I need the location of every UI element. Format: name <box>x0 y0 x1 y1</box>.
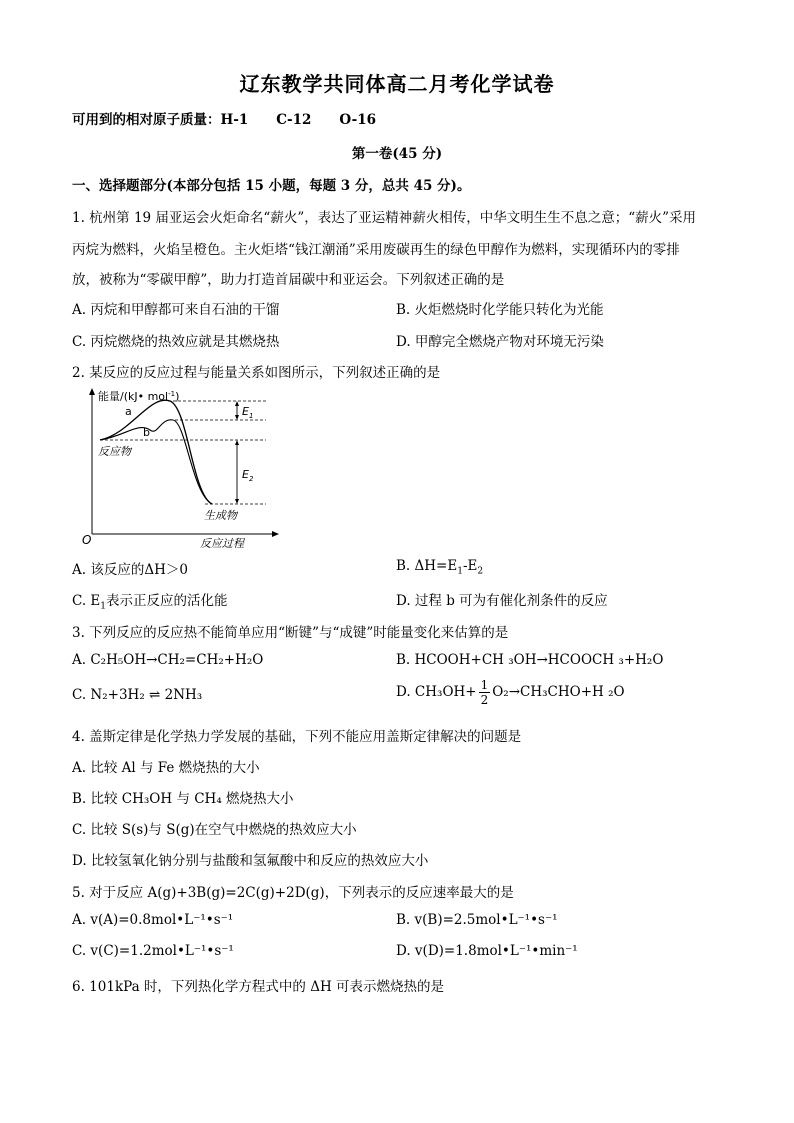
q2-option-c-sub: 1 <box>100 601 107 612</box>
q1-stem-line1: 1. 杭州第 19 届亚运会火炬命名“薪火”，表达了亚运精神薪火相传，中华文明生生不息之意；“薪火”采用 <box>72 210 697 226</box>
product-label: 生成物 <box>204 509 237 522</box>
q2-option-b-text: B. ΔH=E <box>396 558 458 574</box>
mass-o: O-16 <box>339 112 377 128</box>
q1-option-c: C. 丙烷燃烧的热效应就是其燃烧热 <box>72 334 280 350</box>
q3-option-d-post: O₂→CH₃CHO+H ₂O <box>492 684 625 700</box>
volume-title: 第一卷(45 分) <box>351 146 443 162</box>
x-axis-label: 反应过程 <box>200 537 244 550</box>
q5-option-c: C. v(C)=1.2mol•L⁻¹•s⁻¹ <box>72 943 234 959</box>
q5-stem: 5. 对于反应 A(g)+3B(g)=2C(g)+2D(g)，下列表示的反应速率最大的是 <box>72 885 514 901</box>
e2-label: $E_2$ <box>242 468 254 483</box>
q4-option-c: C. 比较 S(s)与 S(g)在空气中燃烧的热效应大小 <box>72 822 357 838</box>
q2-option-b-sub2: 2 <box>477 566 484 577</box>
q3-option-c: C. N₂+3H₂ ⇌ 2NH₃ <box>72 687 203 703</box>
q2-option-c <box>72 589 228 612</box>
q1-stem-line2: 丙烷为燃料，火焰呈橙色。主火炬塔“钱江潮涌”采用废碳再生的绿色甲醇作为燃料，实现循环内的零排 <box>72 242 680 258</box>
q3-option-d-fraction <box>479 678 491 707</box>
q1-option-d: D. 甲醇完全燃烧产物对环境无污染 <box>396 334 604 350</box>
q2-option-b <box>396 558 483 577</box>
q1-stem-line3: 放，被称为“零碳甲醇”，助力打造首届碳中和亚运会。下列叙述正确的是 <box>72 272 505 288</box>
q2-option-c-post: 表示正反应的活化能 <box>106 593 228 609</box>
q2-option-a-pre: A. 该反应的 <box>72 562 145 578</box>
q3-option-a: A. C₂H₅OH→CH₂=CH₂+H₂O <box>72 652 264 668</box>
x-axis-arrow <box>272 531 279 537</box>
fraction-denominator: 2 <box>480 693 489 707</box>
y-axis-label: 能量/(kJ• mol$^{-1}$) <box>98 390 180 403</box>
curve-a-label: a <box>125 405 132 418</box>
q4-stem: 4. 盖斯定律是化学热力学发展的基础，下列不能应用盖斯定律解决的问题是 <box>72 729 522 745</box>
q3-option-d <box>396 678 625 707</box>
reactant-label: 反应物 <box>98 445 131 458</box>
q5-option-d: D. v(D)=1.8mol•L⁻¹•min⁻¹ <box>396 943 578 959</box>
page-title: 辽东教学共同体高二月考化学试卷 <box>239 72 555 96</box>
q2-stem: 2. 某反应的反应过程与能量关系如图所示，下列叙述正确的是 <box>72 365 441 381</box>
q3-option-b: B. HCOOH+CH ₃OH→HCOOCH ₃+H₂O <box>396 652 664 668</box>
q2-option-a-post: ΔH＞0 <box>144 562 188 578</box>
q1-option-a: A. 丙烷和甲醇都可来自石油的干馏 <box>72 302 280 318</box>
curve-b-label: b <box>143 426 150 439</box>
e1-label: $E_1$ <box>242 405 254 420</box>
q4-option-a: A. 比较 Al 与 Fe 燃烧热的大小 <box>72 760 260 776</box>
q2-option-a <box>72 558 188 578</box>
section-heading: 一、选择题部分(本部分包括 15 小题，每题 3 分，总共 45 分)。 <box>72 178 471 194</box>
q2-option-b-mid: -E <box>462 558 478 574</box>
q4-option-b: B. 比较 CH₃OH 与 CH₄ 燃烧热大小 <box>72 791 294 807</box>
q6-stem: 6. 101kPa 时，下列热化学方程式中的 ΔH 可表示燃烧热的是 <box>72 979 445 995</box>
e1-arrow-head-up <box>235 401 239 406</box>
e2-arrow-head-down <box>235 499 239 504</box>
energy-diagram <box>80 384 280 550</box>
q3-stem: 3. 下列反应的反应热不能简单应用“断键”与“成键”时能量变化来估算的是 <box>72 625 509 641</box>
atomic-mass-line <box>72 108 404 128</box>
q2-option-b-sub1: 1 <box>457 566 463 577</box>
y-axis-arrow <box>89 388 95 395</box>
q5-option-b: B. v(B)=2.5mol•L⁻¹•s⁻¹ <box>396 912 558 928</box>
q2-option-d: D. 过程 b 可为有催化剂条件的反应 <box>396 593 608 609</box>
q4-option-d: D. 比较氢氧化钠分别与盐酸和氢氟酸中和反应的热效应大小 <box>72 853 429 869</box>
atomic-mass-label: 可用到的相对原子质量： <box>72 112 221 128</box>
e1-arrow-head-down <box>235 415 239 420</box>
q1-option-b: B. 火炬燃烧时化学能只转化为光能 <box>396 302 604 318</box>
mass-h: H-1 <box>220 112 249 128</box>
e2-arrow-head-up <box>235 440 239 445</box>
fraction-numerator: 1 <box>480 678 489 692</box>
origin-label: O <box>82 533 92 547</box>
mass-c: C-12 <box>276 112 312 128</box>
q3-option-d-pre: D. CH₃OH+ <box>396 684 477 700</box>
q5-option-a: A. v(A)=0.8mol•L⁻¹•s⁻¹ <box>72 912 234 928</box>
q2-option-c-pre: C. E <box>72 593 101 609</box>
energy-diagram-svg <box>80 384 280 550</box>
